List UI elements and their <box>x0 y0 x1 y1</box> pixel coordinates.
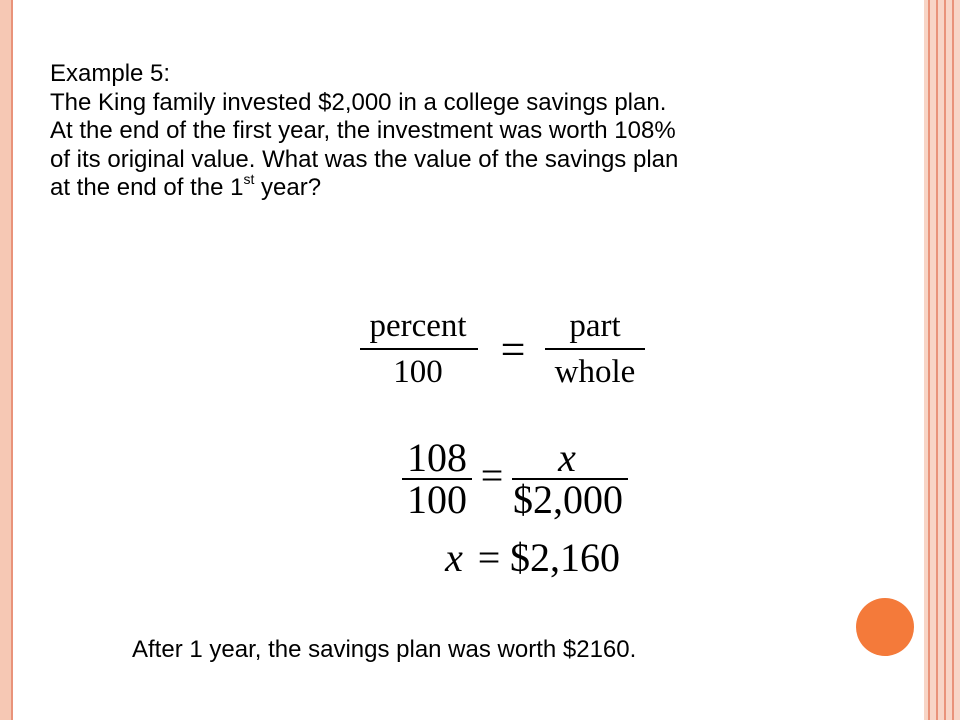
formula-numerator-right: part <box>569 308 621 344</box>
proportion-equation <box>395 435 645 530</box>
solution-equation <box>440 535 640 590</box>
proportion-denominator-left: 100 <box>407 477 467 522</box>
formula-numerator-left: percent <box>369 308 467 344</box>
problem-line-4-start: at the end of the 1 <box>50 174 244 201</box>
solution-value: $2,160 <box>510 535 620 580</box>
proportion-numerator-left: 108 <box>407 435 467 480</box>
proportion-equals: = <box>480 453 504 498</box>
formula-equals: = <box>500 325 526 374</box>
problem-line-2: At the end of the first year, the investment was worth 108% <box>50 117 676 144</box>
left-frame-band <box>0 0 11 720</box>
proportion-numerator-right: x <box>558 435 576 480</box>
percent-formula <box>355 300 655 405</box>
right-frame-band <box>924 0 960 720</box>
formula-denominator-left: 100 <box>393 354 443 390</box>
problem-text <box>50 60 910 203</box>
accent-circle <box>856 598 914 656</box>
problem-line-4-end: year? <box>254 174 322 201</box>
ordinal-suffix: st <box>243 171 255 187</box>
example-heading: Example 5: <box>50 60 171 87</box>
proportion-denominator-right: $2,000 <box>513 477 623 522</box>
solution-equals: = <box>477 535 501 580</box>
solution-variable: x <box>445 535 463 580</box>
problem-line-3: of its original value. What was the value of the savings plan <box>50 145 679 173</box>
problem-line-4 <box>50 171 910 203</box>
answer-sentence: After 1 year, the savings plan was worth $2160. <box>132 636 637 663</box>
problem-line-1: The King family invested $2,000 in a college savings plan. <box>50 88 667 116</box>
formula-denominator-right: whole <box>554 354 636 390</box>
left-frame-line <box>11 0 13 720</box>
